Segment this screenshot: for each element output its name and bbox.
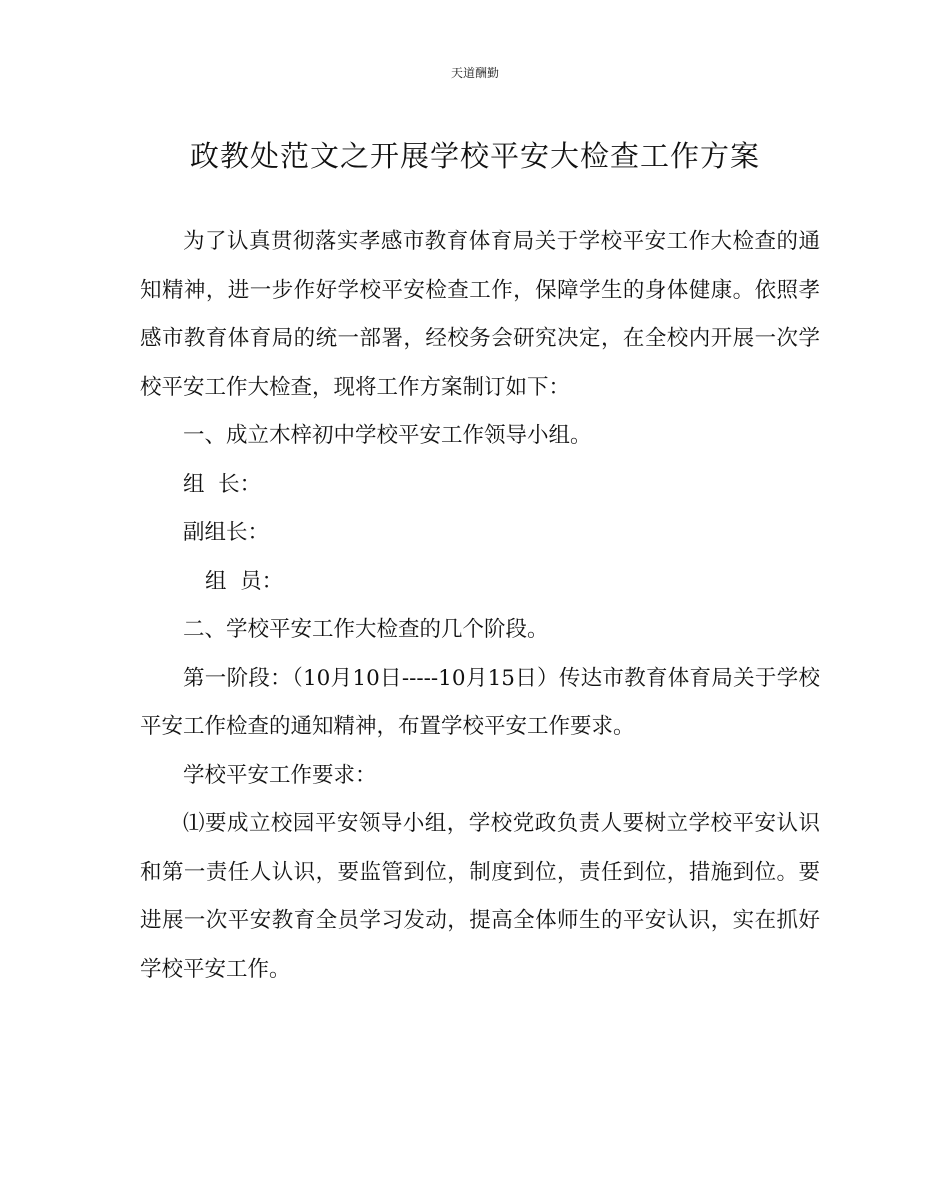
document-title: 政教处范文之开展学校平安大检查工作方案 <box>189 139 760 173</box>
document-body <box>140 218 820 994</box>
leader-line: 组 长： <box>183 471 262 497</box>
members-line: 组 员： <box>205 568 284 594</box>
intro-paragraph: 为了认真贯彻落实孝感市教育体育局关于学校平安工作大检查的通知精神，进一步作好学校平安检查工作，保障学生的身体健康。依照孝感市教育体育局的统一部署，经校务会研究决定，在全校内开展一次学校平安工作大检查，现将工作方案制订如下： <box>140 229 820 400</box>
stage-1-paragraph: 第一阶段：（10月10日-----10月15日）传达市教育体育局关于学校平安工作检查的通知精神，布置学校平安工作要求。 <box>140 665 820 739</box>
requirement-1-paragraph: ⑴要成立校园平安领导小组，学校党政负责人要树立学校平安认识和第一责任人认识，要监管到位，制度到位，责任到位，措施到位。要进展一次平安教育全员学习发动，提高全体师生的平安认识，实在抓好学校平安工作。 <box>140 811 820 982</box>
page-header: 天道酬勤 <box>450 66 499 80</box>
requirements-heading: 学校平安工作要求： <box>183 762 377 788</box>
section-2-heading: 二、学校平安工作大检查的几个阶段。 <box>183 617 549 642</box>
section-1-heading: 一、成立木梓初中学校平安工作领导小组。 <box>183 423 592 448</box>
deputy-leader-line: 副组长： <box>183 520 270 545</box>
